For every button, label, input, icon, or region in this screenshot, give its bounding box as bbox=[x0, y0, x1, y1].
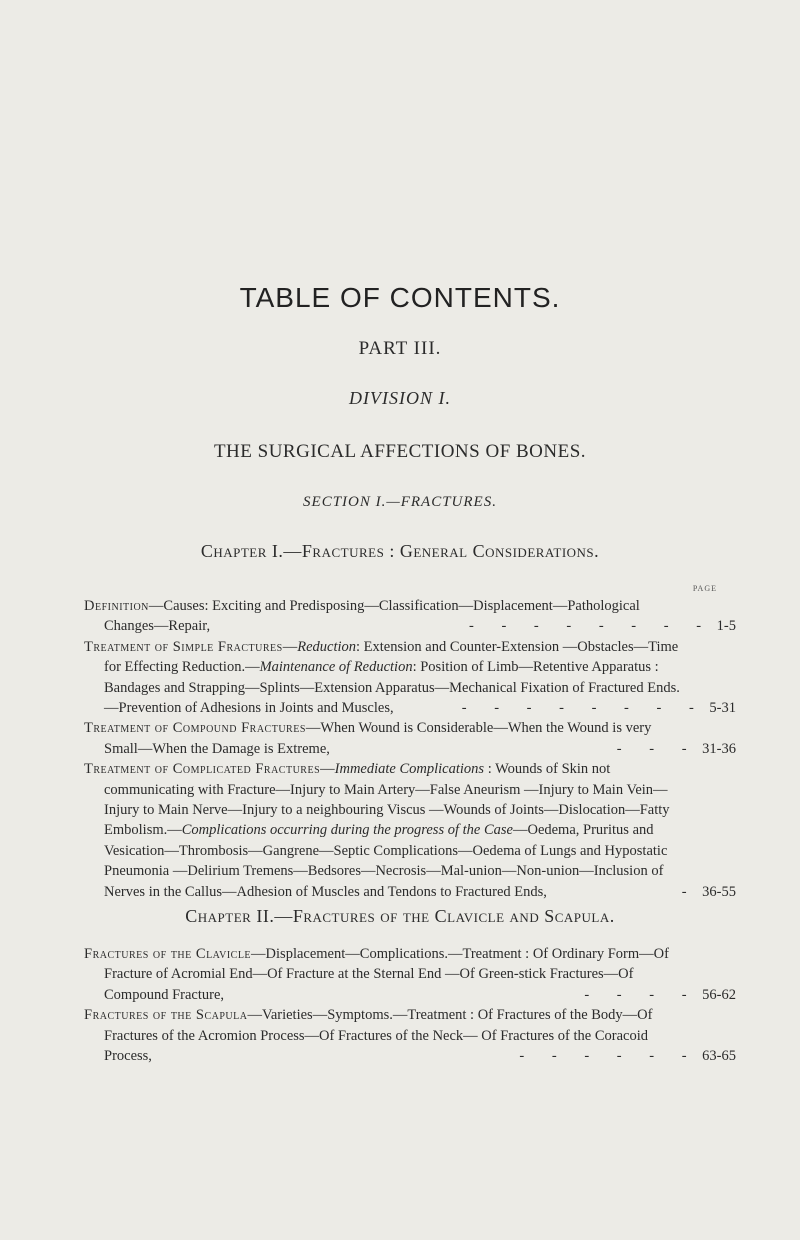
leader-dots: - - - - - - bbox=[519, 1048, 699, 1065]
entry-pages: 56-62 bbox=[702, 986, 736, 1003]
entry-head: Treatment of Complicated Fractures bbox=[84, 761, 321, 778]
entry-pages-wrap bbox=[682, 882, 736, 902]
entry-text: —Varieties—Symptoms.—Treatment : Of Fractures of the Body—Of Fractures of the Acromion Process—Of Fractures of the Neck— Of Fractures of the Coracoid Process, bbox=[104, 1007, 653, 1065]
leader-dots: - - - - - - - - bbox=[461, 700, 706, 717]
entry-head: Fractures of the Scapula bbox=[84, 1007, 248, 1024]
toc-entry bbox=[84, 637, 736, 719]
leader-dots: - bbox=[681, 883, 699, 900]
toc-entry bbox=[84, 1005, 736, 1066]
chapter-1-title: Chapter I.—Fractures : General Considerations. bbox=[200, 541, 600, 561]
entry-pages: 31-36 bbox=[702, 740, 736, 757]
entry-head: Treatment of Simple Fractures bbox=[84, 638, 283, 655]
entry-pages: 1-5 bbox=[716, 618, 736, 635]
page-column-label: PAGE bbox=[692, 584, 717, 593]
entry-tail: —Oedema, Pruritus and Vesication—Thrombosis—Gangrene—Septic Complications—Oedema of Lungs and Hypostatic Pneumonia —Delirium Tremens—Bedsores—Necrosis—Mal-union—Non-union—Inclusion of Nerves in the Callus—Adhesion of Muscles and Tendons to Fractured Ends, bbox=[104, 822, 668, 900]
page-title: TABLE OF CONTENTS. bbox=[239, 282, 561, 313]
entry-pages-wrap bbox=[617, 739, 736, 759]
entry-text: —When Wound is Considerable—When the Wound is very Small—When the Damage is Extreme, bbox=[104, 720, 652, 757]
toc-entry bbox=[84, 944, 736, 1005]
entry-pages: 63-65 bbox=[702, 1048, 736, 1065]
entry-pages-wrap bbox=[519, 1046, 736, 1066]
entry-text-2: : Extension and Counter-Extension —Obstacles—Time for Effecting Reduction.— bbox=[104, 638, 679, 676]
entry-head: Treatment of Compound Fractures bbox=[84, 720, 306, 737]
entry-pages-wrap bbox=[584, 985, 736, 1005]
entry-head: Fractures of the Clavicle bbox=[84, 946, 252, 962]
entry-pages-wrap bbox=[462, 698, 736, 718]
toc-entry bbox=[84, 759, 736, 902]
section-heading: SECTION I.—FRACTURES. bbox=[303, 494, 497, 510]
division-heading: DIVISION I. bbox=[349, 388, 451, 408]
entry-text: — bbox=[320, 761, 335, 778]
entry-pages: 5-31 bbox=[709, 700, 736, 717]
entry-italic-2: Complications occurring during the progress of the Case bbox=[181, 822, 513, 839]
leader-dots: - - - - bbox=[584, 986, 699, 1003]
entry-text: — bbox=[282, 638, 298, 655]
toc-entry bbox=[84, 718, 736, 759]
chapter-2-entries bbox=[84, 944, 736, 1066]
entry-italic: Immediate Complications bbox=[334, 761, 485, 778]
entry-pages: 36-55 bbox=[702, 883, 736, 900]
chapter-2-title: Chapter II.—Fractures of the Clavicle and Scapula. bbox=[185, 906, 615, 926]
chapter-1-entries bbox=[84, 596, 736, 902]
leader-dots: - - - bbox=[616, 740, 699, 757]
entry-pages-wrap bbox=[469, 616, 736, 636]
entry-italic: Reduction bbox=[297, 638, 357, 655]
entry-text: —Causes: Exciting and Predisposing—Classification—Displacement—Pathological Changes—Repair, bbox=[104, 598, 640, 635]
entry-text-2: : Wounds of Skin not communicating with Fracture—Injury to Main Artery—False Aneurism —Injury to Main Vein—Injury to Main Nerve—Injury to a neighbouring Viscus —Wounds of Joints—Dislocation—Fatty Embolism.— bbox=[104, 761, 670, 839]
leader-dots: - - - - - - - - bbox=[469, 618, 714, 635]
entry-italic-2: Maintenance of Reduction bbox=[259, 659, 413, 676]
entry-tail: : Position of Limb—Retentive Apparatus : Bandages and Strapping—Splints—Extension Apparatus—Mechanical Fixation of Fractured Ends.—Prevention of Adhesions in Joints and Muscles, bbox=[104, 659, 680, 717]
toc-entry bbox=[84, 596, 736, 637]
entry-head: Definition bbox=[84, 598, 149, 614]
subject-heading: THE SURGICAL AFFECTIONS OF BONES. bbox=[213, 441, 587, 462]
part-heading: PART III. bbox=[358, 338, 442, 359]
entry-text: —Displacement—Complications.—Treatment : Of Ordinary Form—Of Fracture of Acromial End—Of Fracture at the Sternal End —Of Green-stick Fractures—Of Compound Fracture, bbox=[104, 946, 669, 1003]
